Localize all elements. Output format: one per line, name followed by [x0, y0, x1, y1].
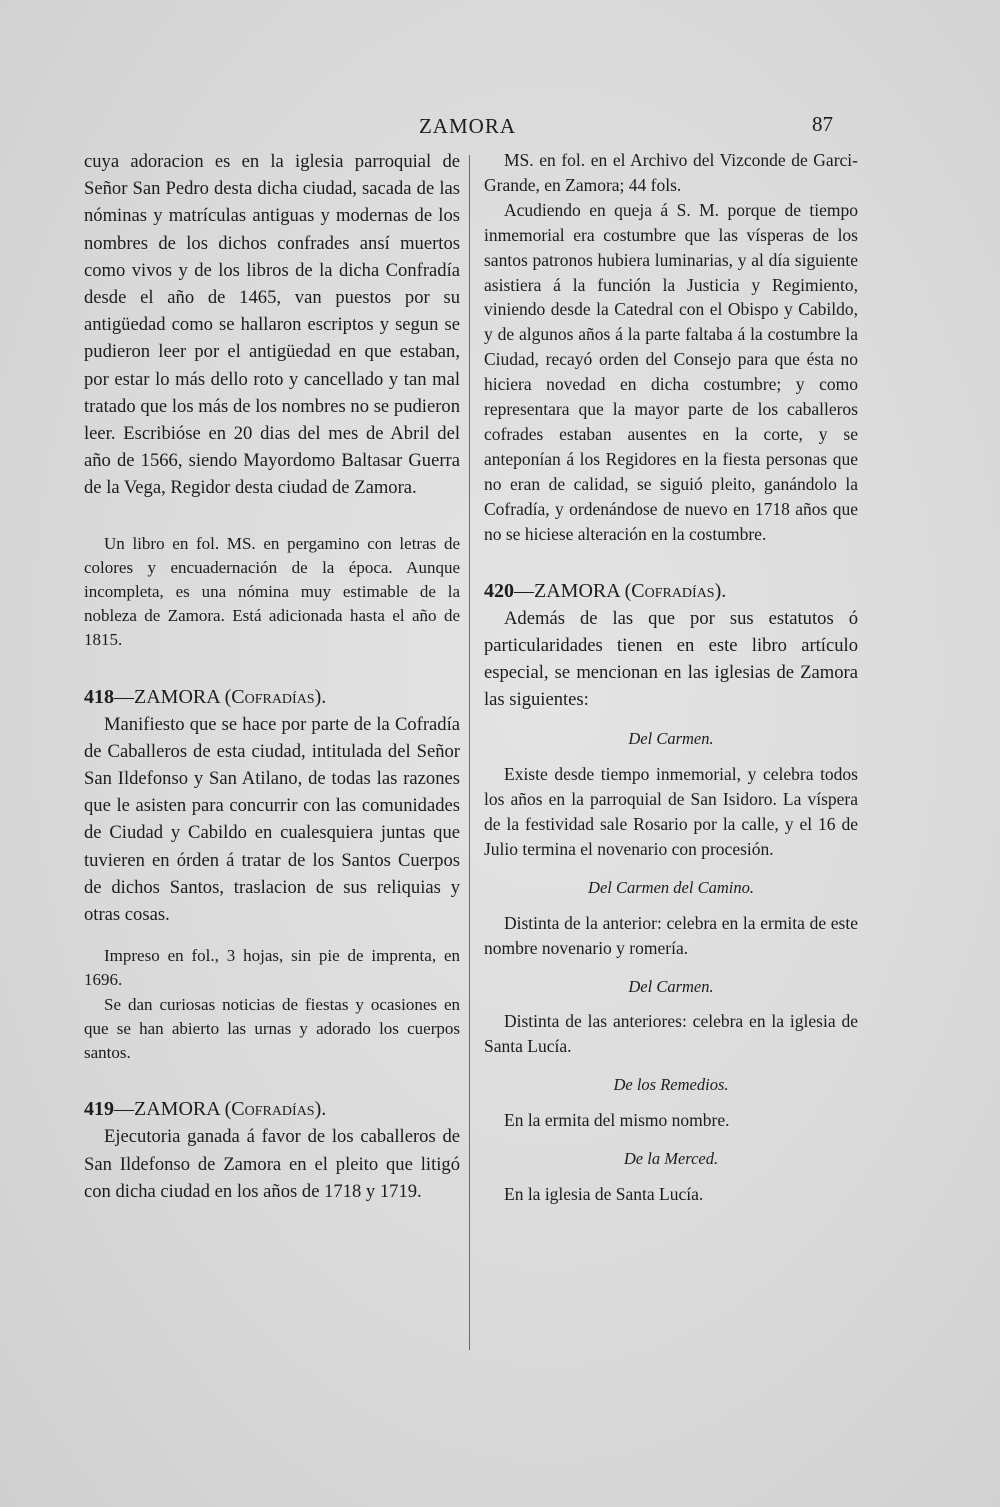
page-number: 87 — [812, 112, 833, 136]
section-heading: Del Carmen. — [628, 729, 714, 749]
entry-number: 420 — [484, 579, 514, 602]
entry-title: —ZAMORA — [114, 1098, 225, 1121]
section-text: Existe desde tiempo inmemorial, y celebra todos los años en la parroquial de San Isidoro. La víspera de la festividad sale Rosario por la calle, y el 16 de Julio termina el novenario con procesión. — [484, 764, 858, 859]
manuscript-note: MS. en fol. en el Archivo del Vizconde de Garci-Grande, en Zamora; 44 fols. — [484, 150, 858, 195]
acudiendo-paragraph: Acudiendo en queja á S. M. porque de tiempo inmemorial era costumbre que las vísperas de los santos patronos hubiera luminarias, y al día siguiente asistiera á la función la Justicia y Regimiento, viniendo desde la Catedral con el Obispo y Cabildo, y de algunos años á la parte faltaba á la costumbre la Ciudad, recayó orden del Consejo para que ésta no hiciera novedad en dicha costumbre; y como representara que la mayor parte de los caballeros cofrades estaban ausentes en la corte, y se anteponían á los Regidores en la fiesta personas que no eran de calidad, se siguió pleito, ganándolo la Cofradía, y ordenándose de nuevo en 1718 años que no se hiciese alteración en la costumbre. — [484, 199, 858, 544]
section-heading: Del Carmen del Camino. — [588, 877, 754, 897]
entry-420-body: Además de las que por sus estatutos ó particularidades tienen en este libro artículo especial, se mencionan en las iglesias de Zamora las siguientes: — [484, 607, 858, 711]
left-column — [84, 148, 460, 1205]
running-title: ZAMORA — [418, 114, 516, 138]
column-divider — [469, 155, 470, 1350]
entry-418-remark: Se dan curiosas noticias de fiestas y ocasiones en que se han abierto las urnas y adorado los cuerpos santos. — [84, 994, 460, 1063]
entry-419-heading — [84, 1095, 460, 1123]
section-text: En la ermita del mismo nombre. — [504, 1110, 730, 1131]
section-heading: De la Merced. — [623, 1149, 719, 1169]
section-heading: De los Remedios. — [613, 1075, 729, 1095]
section-text: Distinta de las anteriores: celebra en la iglesia de Santa Lucía. — [484, 1011, 858, 1057]
section-heading: Del Carmen. — [628, 976, 714, 996]
entry-number: 418 — [84, 685, 114, 708]
entry-number: 419 — [84, 1098, 114, 1121]
section-text: Distinta de la anterior: celebra en la ermita de este nombre novenario y romería. — [484, 912, 858, 958]
section-text: En la iglesia de Santa Lucía. — [504, 1184, 704, 1204]
entry-418-body: Manifiesto que se hace por parte de la Cofradía de Caballeros de esta ciudad, intitulada del Señor San Ildefonso y San Atilano, de todas las razones que le asisten para concurrir con las comunidades de Ciudad y Cabildo en cualesquiera juntas que tuvieren en órden á tratar de los Santos Cuerpos de dichos Santos, traslacion de sus reliquias y otras cosas. — [84, 713, 460, 926]
entry-title: —ZAMORA — [514, 579, 625, 602]
continuation-paragraph: cuya adoracion es en la iglesia parroquial de Señor San Pedro desta dicha ciudad, sacada de las nóminas y matrículas antiguas y modernas de los nombres de los dichos confrades ansí muertos como vivos y de los libros de la dicha Confradía desde el año de 1465, van puestos por su antigüedad como se hallaron escriptos y segun se pudieron leer por el antigüedad en que estaban, por estar lo más dello roto y cancellado y tan mal tratado que los más de los nombres no se pudieron leer. Escribióse en 20 dias del mes de Abril del año de 1566, siendo Mayordomo Baltasar Guerra de la Vega, Regidor desta ciudad de Zamora. — [84, 151, 460, 499]
entry-title: —ZAMORA — [114, 685, 225, 708]
right-column — [484, 148, 858, 1207]
entry-419-body: Ejecutoria ganada á favor de los caballeros de San Ildefonso de Zamora en el pleito que litigó con dicha ciudad en los años de 1718 y 1719. — [84, 1126, 460, 1202]
entry-418-heading — [84, 683, 460, 711]
entry-tag: (Cofradías). — [624, 579, 727, 602]
entry-tag: (Cofradías). — [224, 685, 327, 708]
entry-420-heading — [484, 577, 858, 605]
entry-tag: (Cofradías). — [224, 1098, 327, 1121]
entry-418-note: Impreso en fol., 3 hojas, sin pie de imprenta, en 1696. — [84, 946, 460, 990]
bibliographic-note: Un libro en fol. MS. en pergamino con letras de colores y encuadernación de la época. Aunque incompleta, es una nómina muy estimable de la nobleza de Zamora. Está adicionada hasta el año de 1815. — [84, 533, 460, 650]
